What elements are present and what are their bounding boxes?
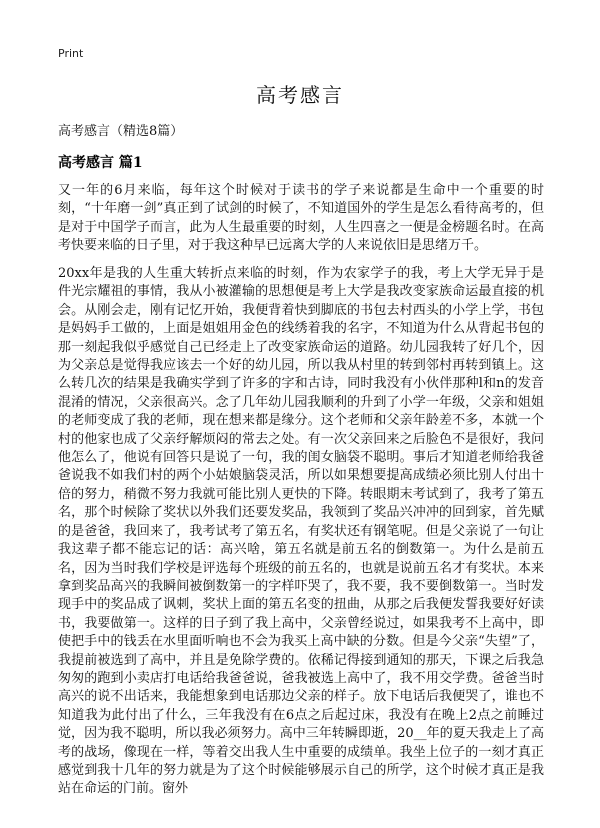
print-label: Print (58, 47, 84, 60)
section-heading: 高考感言 篇1 (58, 155, 143, 171)
document-subtitle: 高考感言（精选8篇） (58, 124, 184, 139)
paragraph-1: 又一年的6月来临，每年这个时候对于读书的学子来说都是生命中一个重要的时刻，“十年磨一剑”真正到了试剑的时候了，不知道国外的学生是怎么看待高考的，但是对于中国学子而言，此为人生最重要的时刻，人生四喜之一便是金榜题名时。在高考快要来临的日子里，对于我这种早已远离大学的人来说依旧是思绪万千。 (58, 183, 544, 254)
paragraph-2: 20xx年是我的人生重大转折点来临的时刻，作为农家学子的我，考上大学无异于是件光宗耀祖的事情，我从小被灌输的思想便是考上大学是我改变家族命运最直接的机会。从刚会走，刚有记忆开始，我便背着快到脚底的书包去村西头的小学上学，书包是妈妈手工做的，上面是姐姐用金色的线绣着我的名字，不知道为什么从背起书包的那一刻起我似乎感觉自己已经走上了改变家族命运的道路。幼儿园我转了好几个，因为父亲总是觉得我应该去一个好的幼儿园，所以我从村里的转到邻村再转到镇上。这么转几次的结果是我确实学到了许多的字和古诗，同时我没有小伙伴那种l和n的发音混淆的情况，父亲很高兴。念了几年幼儿园我顺利的升到了小学一年级，父亲和姐姐的老师变成了我的老师，现在想来都是缘分。这个老师和父亲年龄差不多，本就一个村的他家也成了父亲纾解烦闷的常去之处。有一次父亲回来之后脸色不是很好，我问他怎么了，他说有回答只是说了一句，我的闺女脑袋不聪明。事后才知道老师给我爸爸说我不如我们村的两个小姑娘脑袋灵活，所以如果想要提高成绩必须比别人付出十倍的努力，稍微不努力我就可能比别人更快的下降。转眼期末考试到了，我考了第五名，那个时候除了奖状以外我们还要发奖品，我领到了奖品兴冲冲的回到家，首先赋的是爸爸，我回来了，我考试考了第五名，有奖状还有钢笔呢。但是父亲说了一句让我这辈子都不能忘记的话：高兴啥，第五名就是前五名的倒数第一。为什么是前五名，因为当时我们学校是评选每个班级的前五名的，也就是说前五名才有奖状。本来拿到奖品高兴的我瞬间被倒数第一的字样吓哭了，我不要，我不要倒数第一。当时发现手中的奖品成了讽刺，奖状上面的第五名变的扭曲，从那之后我便发誓我要好好读书，我要做第一。这样的日子到了我上高中，父亲曾经说过，如果我考不上高中，即使把手中的钱丢在水里面听响也不会为我买上高中缺的分数。但是今父亲“失望”了，我提前被选到了高中，并且是免除学费的。依稀记得接到通知的那天，下课之后我急匆匆的跑到小卖店打电话给我爸爸说，爸我被选上高中了，我不用交学费。爸爸当时高兴的说不出话来，我能想象到电话那边父亲的样子。放下电话后我便哭了，谁也不知道我为此付出了什么，三年我没有在6点之后起过床，我没有在晚上2点之前睡过觉，因为我不聪明，所以我必须努力。高中三年转瞬即逝，20__年的夏天我走上了高考的战场，像现在一样，等着交出我人生中重要的成绩单。我坐上位子的一刻才真正感觉到我十几年的努力就是为了这个时候能够展示自己的所学，这个时候才真正是我站在命运的门前。窗外 (58, 266, 544, 797)
page-title: 高考感言 (256, 83, 344, 107)
